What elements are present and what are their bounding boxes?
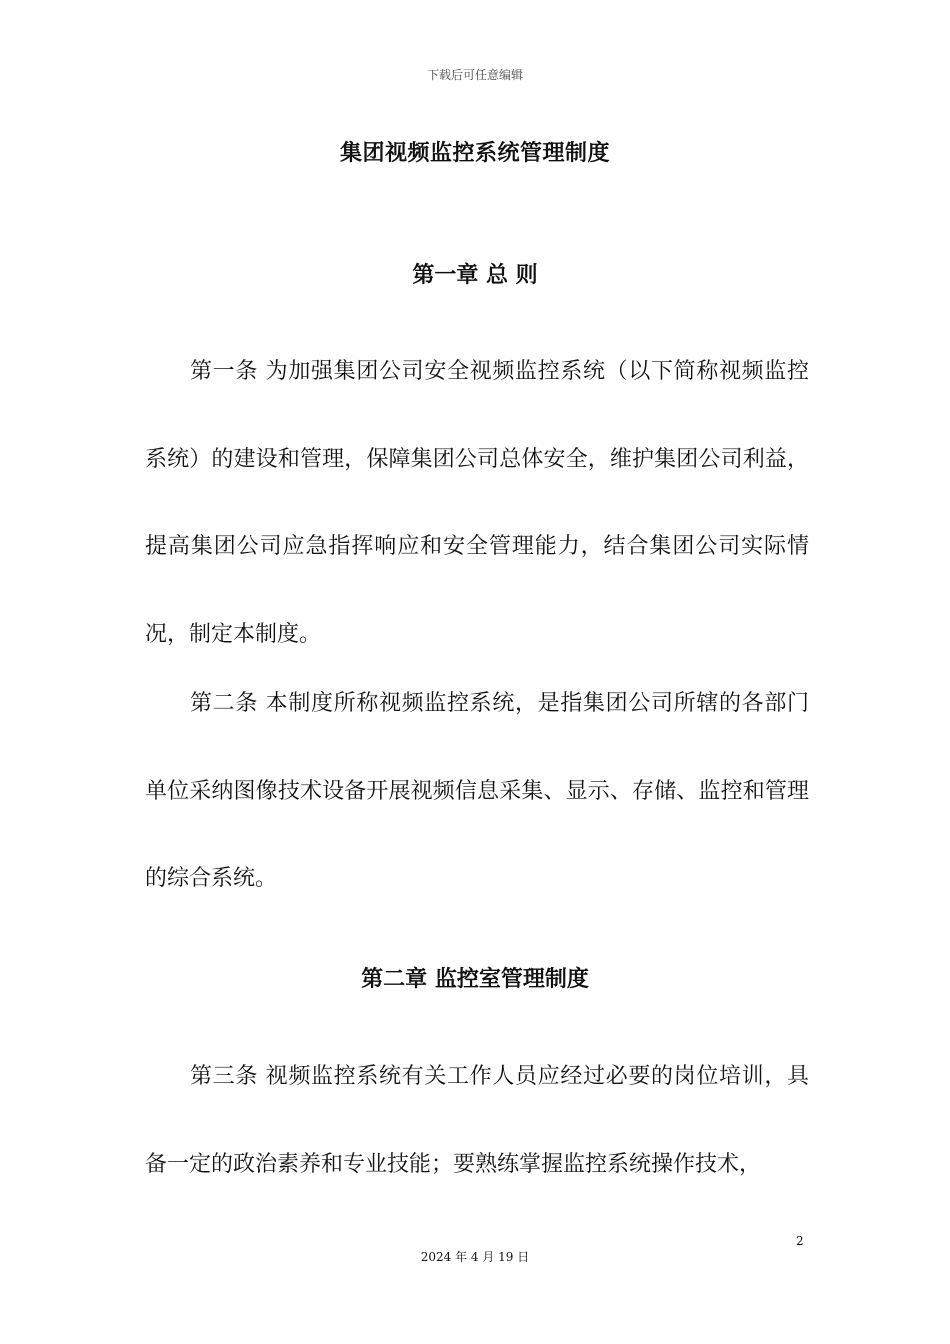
chapter-1-heading: 第一章 总 则: [412, 263, 538, 288]
chapter-2-heading: 第二章 监控室管理制度: [361, 967, 589, 992]
article-2-paragraph: 第二条 本制度所称视频监控系统，是指集团公司所辖的各部门单位采纳图像技术设备开展视频信息采集、显示、存储、监控和管理的综合系统。: [145, 691, 809, 891]
document-title: 集团视频监控系统管理制度: [339, 141, 610, 166]
footer-date: 2024 年 4 月 19 日: [420, 1250, 530, 1264]
article-1-paragraph: 第一条 为加强集团公司安全视频监控系统（以下简称视频监控系统）的建设和管理，保障集团公司总体安全，维护集团公司利益，提高集团公司应急指挥响应和安全管理能力，结合集团公司实际情况，制定本制度。: [145, 359, 809, 647]
page-number: 2: [796, 1234, 804, 1248]
page-header-note: 下载后可任意编辑: [426, 68, 523, 82]
article-3-paragraph: 第三条 视频监控系统有关工作人员应经过必要的岗位培训，具备一定的政治素养和专业技能；要熟练掌握监控系统操作技术，: [145, 1064, 809, 1177]
